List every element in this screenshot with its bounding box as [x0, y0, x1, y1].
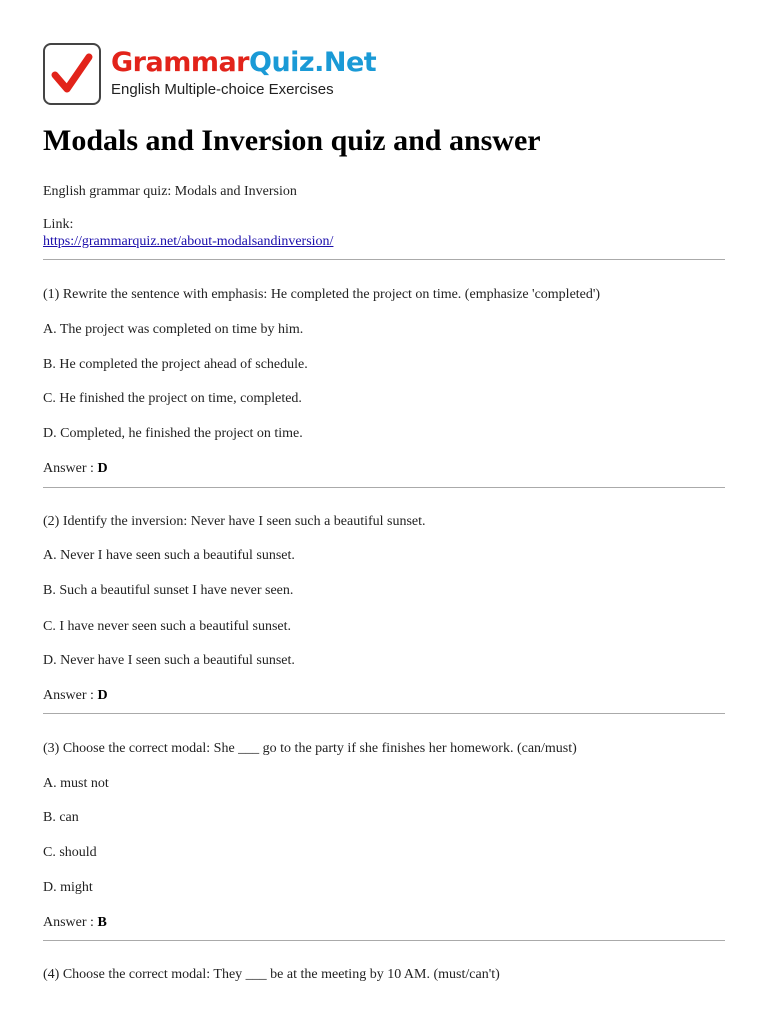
site-logo[interactable] — [43, 43, 377, 109]
link-label: Link: — [43, 217, 74, 232]
site-brand-name — [111, 47, 376, 79]
answer-option[interactable]: A. Never I have seen such a beautiful sunset. — [43, 548, 295, 563]
correct-answer: D — [97, 461, 108, 476]
answer-option[interactable]: A. must not — [43, 776, 109, 791]
question-text: (2) Identify the inversion: Never have I seen such a beautiful sunset. — [43, 514, 426, 529]
answer-option[interactable]: D. Completed, he finished the project on time. — [43, 426, 303, 441]
answer-line — [43, 688, 108, 704]
answer-option[interactable]: A. The project was completed on time by him. — [43, 322, 304, 337]
brand-name-part2: Quiz.Net — [249, 47, 377, 78]
question-text: (4) Choose the correct modal: They ___ be at the meeting by 10 AM. (must/can't) — [43, 967, 500, 982]
answer-option[interactable]: D. might — [43, 880, 93, 895]
correct-answer: D — [97, 688, 108, 703]
divider — [43, 487, 725, 488]
correct-answer: B — [97, 915, 107, 930]
answer-line — [43, 915, 107, 931]
question-text: (1) Rewrite the sentence with emphasis: He completed the project on time. (emphasize 'completed') — [43, 287, 601, 302]
answer-prefix: Answer : — [43, 915, 98, 930]
answer-option[interactable]: D. Never have I seen such a beautiful sunset. — [43, 653, 295, 668]
answer-option[interactable]: C. He finished the project on time, completed. — [43, 391, 302, 406]
answer-option[interactable]: B. can — [43, 810, 79, 825]
divider — [43, 259, 725, 260]
brand-name-part1: Grammar — [111, 47, 249, 78]
answer-option[interactable]: C. I have never seen such a beautiful sunset. — [43, 619, 292, 634]
page-title: Modals and Inversion quiz and answer — [43, 124, 541, 157]
answer-option[interactable]: B. He completed the project ahead of schedule. — [43, 357, 308, 372]
page-subtitle: English grammar quiz: Modals and Inversion — [43, 184, 297, 199]
question-text: (3) Choose the correct modal: She ___ go to the party if she finishes her homework. (can/must) — [43, 741, 577, 756]
divider — [43, 713, 725, 714]
answer-option[interactable]: C. should — [43, 845, 97, 860]
answer-prefix: Answer : — [43, 688, 98, 703]
answer-line — [43, 461, 108, 477]
answer-option[interactable]: B. Such a beautiful sunset I have never seen. — [43, 583, 294, 598]
divider — [43, 940, 725, 941]
checkmark-icon — [43, 43, 101, 105]
site-tagline: English Multiple-choice Exercises — [111, 81, 334, 98]
source-link[interactable]: https://grammarquiz.net/about-modalsandinversion/ — [43, 234, 334, 249]
answer-prefix: Answer : — [43, 461, 98, 476]
